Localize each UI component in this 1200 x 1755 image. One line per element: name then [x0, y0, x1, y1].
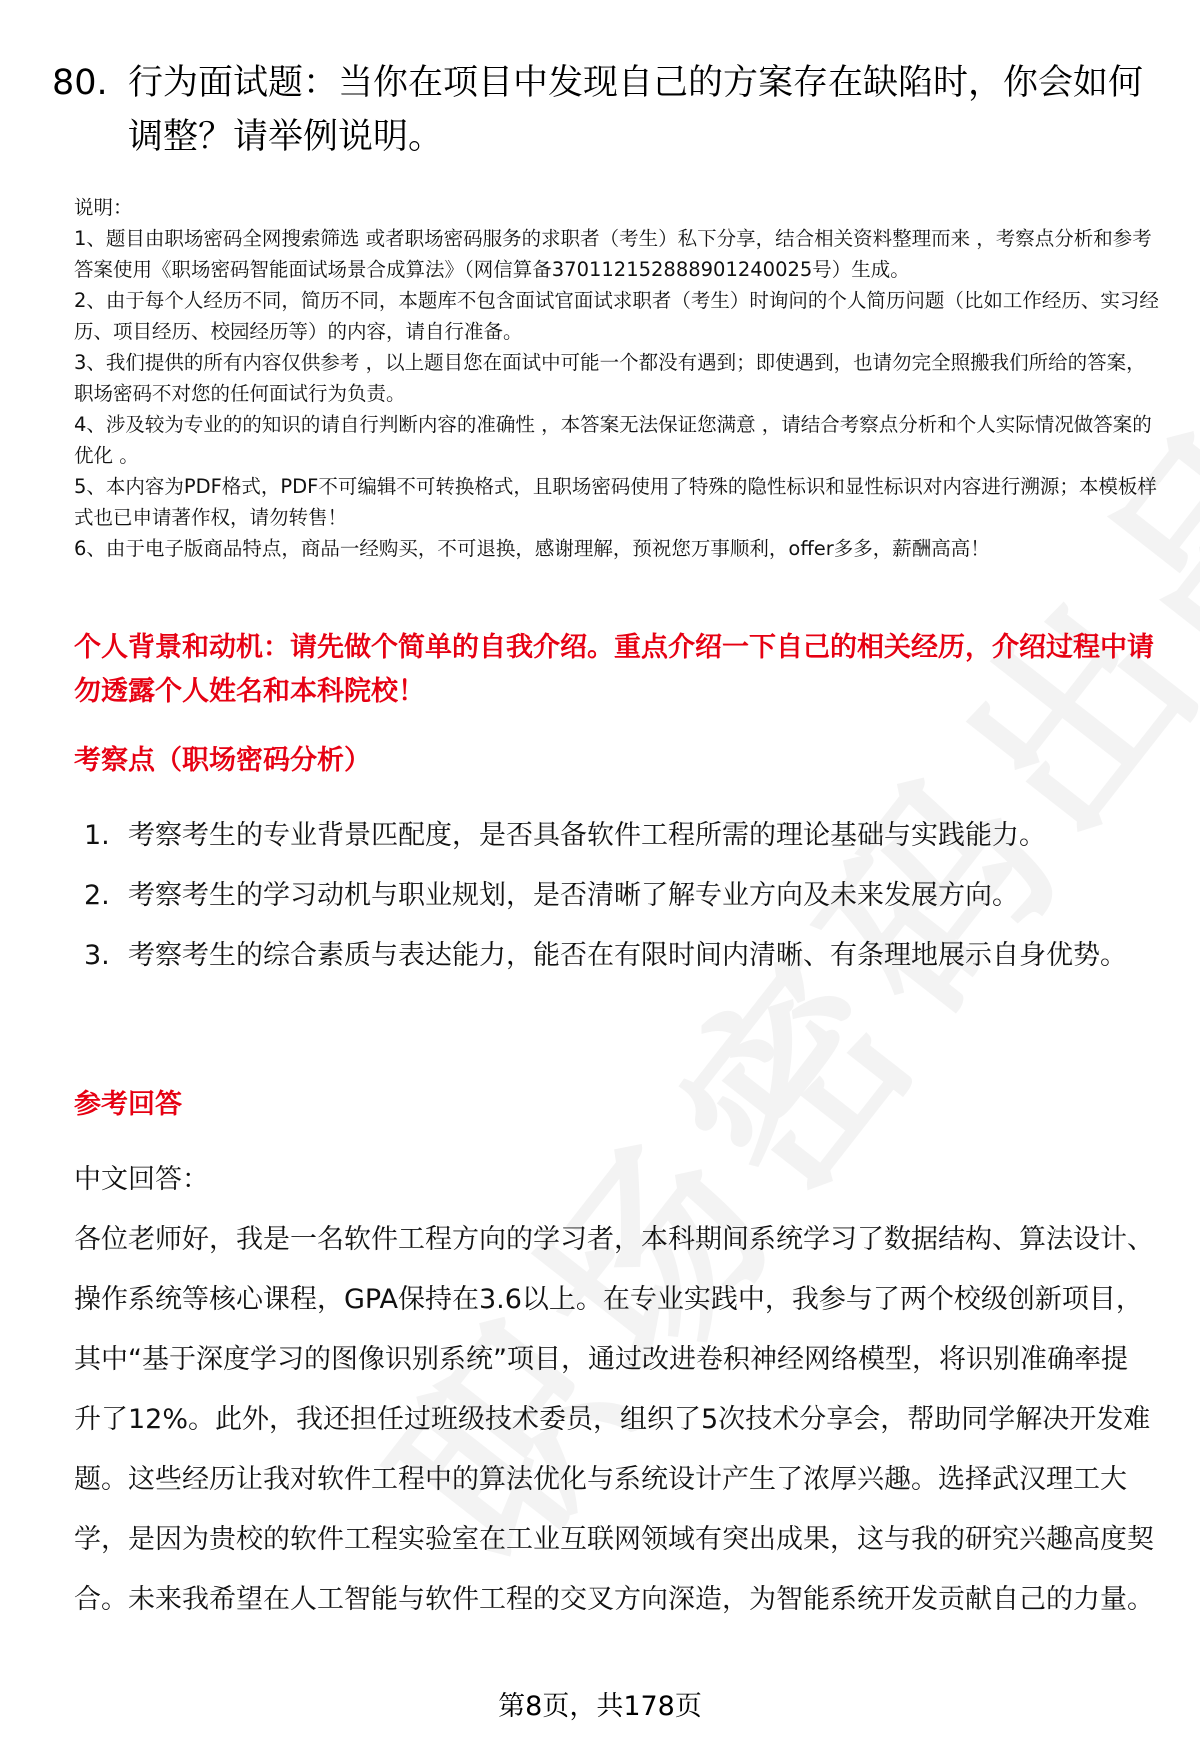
notes-item: 4、涉及较为专业的的知识的请自行判断内容的准确性 ，本答案无法保证您满意 ，请结合考察点分析和个人实际情况做答案的优化 。 — [74, 413, 1152, 467]
notes-item: 6、由于电子版商品特点，商品一经购买，不可退换，感谢理解，预祝您万事顺利，offer多多，薪酬高高！ — [74, 537, 990, 560]
point-text: 考察考生的专业背景匹配度，是否具备软件工程所需的理论基础与实践能力。 — [128, 820, 1046, 851]
point-number: 2. — [84, 880, 110, 911]
question-title — [52, 56, 1152, 164]
notes-heading: 说明： — [74, 196, 133, 219]
question-number: 80. — [52, 63, 108, 103]
notes-block — [74, 192, 1159, 564]
analysis-points — [84, 806, 1164, 986]
question-text: 行为面试题：当你在项目中发现自己的方案存在缺陷时，你会如何调整？请举例说明。 — [128, 63, 1144, 157]
analysis-heading: 考察点（职场密码分析） — [74, 745, 371, 776]
notes-item: 1、题目由职场密码全网搜索筛选 或者职场密码服务的求职者（考生）私下分享，结合相关资料整理而来 ，考察点分析和参考答案使用《职场密码智能面试场景合成算法》（网信算备370112152888901240025号）生成。 — [74, 227, 1152, 281]
analysis-point — [84, 866, 1164, 926]
point-text: 考察考生的综合素质与表达能力，能否在有限时间内清晰、有条理地展示自身优势。 — [128, 940, 1127, 971]
notes-item: 2、由于每个人经历不同，简历不同，本题库不包含面试官面试求职者（考生）时询问的个人简历问题（比如工作经历、实习经历、项目经历、校园经历等）的内容，请自行准备。 — [74, 289, 1159, 343]
reference-answer — [74, 1150, 1154, 1630]
answer-label: 中文回答： — [74, 1164, 209, 1195]
point-number: 3. — [84, 940, 110, 971]
analysis-point — [84, 926, 1164, 986]
page-footer: 第8页，共178页 — [498, 1691, 702, 1722]
point-text: 考察考生的学习动机与职业规划，是否清晰了解专业方向及未来发展方向。 — [128, 880, 1019, 911]
point-number: 1. — [84, 820, 110, 851]
answer-body: 各位老师好，我是一名软件工程方向的学习者，本科期间系统学习了数据结构、算法设计、操作系统等核心课程，GPA保持在3.6以上。在专业实践中，我参与了两个校级创新项目，其中“基于深度学习的图像识别系统”项目，通过改进卷积神经网络模型，将识别准确率提升了12%。此外，我还担任过班级技术委员，组织了5次技术分享会，帮助同学解决开发难题。这些经历让我对软件工程中的算法优化与系统设计产生了浓厚兴趣。选择武汉理工大学，是因为贵校的软件工程实验室在工业互联网领域有突出成果，这与我的研究兴趣高度契合。未来我希望在人工智能与软件工程的交叉方向深造，为智能系统开发贡献自己的力量。 — [74, 1224, 1154, 1615]
interview-prompt: 个人背景和动机：请先做个简单的自我介绍。重点介绍一下自己的相关经历，介绍过程中请勿透露个人姓名和本科院校！ — [74, 632, 1154, 707]
notes-item: 3、我们提供的所有内容仅供参考 ，以上题目您在面试中可能一个都没有遇到；即使遇到，也请勿完全照搬我们所给的答案，职场密码不对您的任何面试行为负责。 — [74, 351, 1146, 405]
notes-item: 5、本内容为PDF格式，PDF不可编辑不可转换格式，且职场密码使用了特殊的隐性标识和显性标识对内容进行溯源；本模板样式也已申请著作权，请勿转售！ — [74, 475, 1157, 529]
reference-heading: 参考回答 — [74, 1089, 182, 1120]
analysis-point — [84, 806, 1164, 866]
